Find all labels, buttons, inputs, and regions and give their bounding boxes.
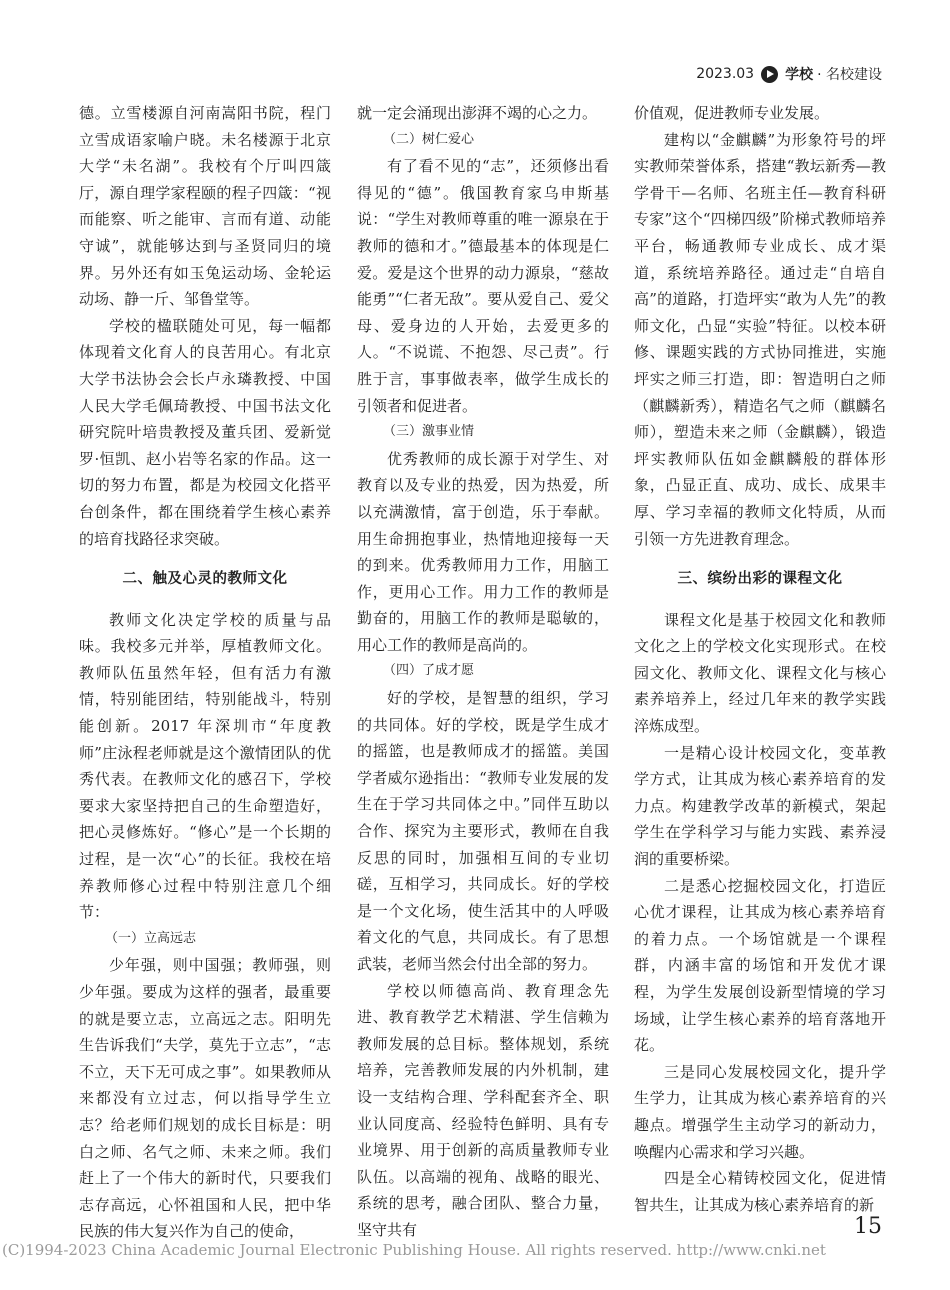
- page-number: 15: [854, 1214, 882, 1239]
- paragraph: 好的学校，是智慧的组织，学习的共同体。好的学校，既是学生成才的摇篮，也是教师成才的摇篮。美国学者威尔逊指出：“教师专业发展的发生在于学习共同体之中。”同伴互助以合作、探究为主要形式，教师在自我反思的同时，加强相互间的专业切磋，互相学习，共同成长。好的学校是一个文化场，使生活其中的人呼吸着文化的气息，共同成长。有了思想武装，老师当然会付出全部的努力。: [357, 689, 609, 973]
- text-column-1: [79, 100, 331, 1245]
- subsection-heading: （一）立高远志: [105, 930, 197, 946]
- subsection-heading: （二）树仁爱心: [383, 131, 475, 147]
- paragraph: 一是精心设计校园文化，变革教学方式，让其成为核心素养培育的发力点。构建教学改革的新模式，架起学生在学科学习与能力实践、素养浸润的重要桥梁。: [634, 743, 886, 869]
- paragraph: 四是全心精铸校园文化，促进情智共生，让其成为核心素养培育的新: [634, 1169, 886, 1214]
- section-heading: 二、触及心灵的教师文化: [122, 571, 288, 588]
- copyright-footer: (C)1994-2023 China Academic Journal Electronic Publishing House. All rights reserved. http://www.cnki.net: [2, 1241, 826, 1259]
- running-header: [696, 64, 882, 84]
- text-column-2: [357, 100, 609, 1244]
- paragraph: 价值观，促进教师专业发展。: [634, 104, 830, 122]
- paragraph: 建构以“金麒麟”为形象符号的坪实教师荣誉体系，搭建“教坛新秀—教学骨干—名师、名班主任—教育科研专家”这个“四梯四级”阶梯式教师培养平台，畅通教师专业成长、成才渠道，系统培养路径。通过走“自培自高”的道路，打造坪实“敢为人先”的教师文化，凸显“实验”特征。以校本研修、课题实践的方式协同推进，实施坪实之师三打造，即：智造明白之师（麒麟新秀），精造名气之师（麒麟名师），塑造未来之师（金麒麟），锻造坪实教师队伍如金麒麟般的群体形象，凸显正直、成功、成长、成果丰厚、学习幸福的教师文化特质，从而引领一方先进教育理念。: [634, 130, 886, 548]
- paragraph: 教师文化决定学校的质量与品味。我校多元并举，厚植教师文化。教师队伍虽然年轻，但有活力有激情，特别能团结，特别能战斗，特别能创新。2017 年深圳市“年度教师”庄泳程老师就是这个激情团队的优秀代表。在教师文化的感召下，学校要求大家坚持把自己的生命塑造好，把心灵修炼好。“修心”是一个长期的过程，是一次“心”的长征。我校在培养教师修心过程中特别注意几个细节：: [79, 610, 331, 922]
- paragraph: 德。立雪楼源自河南嵩阳书院，程门立雪成语家喻户晓。未名楼源于北京大学“未名湖”。我校有个厅叫四箴厅，源自理学家程颐的程子四箴：“视而能察、听之能审、言而有道、动能守诚”，就能够达到与圣贤同归的境界。另外还有如玉兔运动场、金轮运动场、静一斤、邹鲁堂等。: [79, 104, 331, 309]
- text-column-3: [634, 100, 886, 1218]
- paragraph: 少年强，则中国强；教师强，则少年强。要成为这样的强者，最重要的就是要立志，立高远之志。阳明先生告诉我们“夫学，莫先于立志”，“志不立，天下无可成之事”。如果教师从来都没有立过志，何以指导学生立志？给老师们规划的成长目标是：明白之师、名气之师、未来之师。我们赶上了一个伟大的新时代，只要我们志存高远，心怀祖国和人民，把中华民族的伟大复兴作为自己的使命，: [79, 956, 331, 1241]
- subsection-heading: （三）激事业情: [383, 424, 475, 440]
- paragraph: 优秀教师的成长源于对学生、对教育以及专业的热爱，因为热爱，所以充满激情，富于创造，乐于奉献。用生命拥抱事业，热情地迎接每一天的到来。优秀教师用力工作，用脑工作，更用心工作。用力工作的教师是勤奋的，用脑工作的教师是聪敏的，用心工作的教师是高尚的。: [357, 449, 609, 654]
- paragraph: 学校的楹联随处可见，每一幅都体现着文化育人的良苦用心。有北京大学书法协会会长卢永璘教授、中国人民大学毛佩琦教授、中国书法文化研究院叶培贵教授及董兵团、爱新觉罗·恒凯、赵小岩等名家的作品。这一切的努力布置，都是为校园文化搭平台创条件，都在围绕着学生核心素养的培育找路径求突破。: [79, 316, 331, 548]
- paragraph: 课程文化是基于校园文化和教师文化之上的学校文化实现形式。在校园文化、教师文化、课程文化与核心素养培养上，经过几年来的教学实践淬炼成型。: [634, 610, 886, 736]
- section-heading: 三、缤纷出彩的课程文化: [677, 571, 843, 588]
- paragraph: 有了看不见的“志”，还须修出看得见的“德”。俄国教育家乌申斯基说：“学生对教师尊重的唯一源泉在于教师的德和才。”德最基本的体现是仁爱。爱是这个世界的动力源泉，“慈故能勇”“仁者无敌”。要从爱自己、爱父母、爱身边的人开始，去爱更多的人。“不说谎、不抱怨、尽己责”。行胜于言，事事做表率，做学生成长的引领者和促进者。: [357, 157, 609, 415]
- issue-date: 2023.03: [696, 66, 755, 82]
- paragraph: 就一定会涌现出澎湃不竭的心之力。: [357, 104, 598, 122]
- section-name: · 名校建设: [817, 67, 882, 83]
- subsection-heading: （四）了成才愿: [383, 663, 475, 679]
- paragraph: 二是悉心挖掘校园文化，打造匠心优才课程，让其成为核心素养培育的着力点。一个场馆就是一个课程群，内涵丰富的场馆和开发优才课程，为学生发展创设新型情境的学习场域，让学生核心素养的培育落地开花。: [634, 876, 886, 1055]
- paragraph: 三是同心发展校园文化，提升学生学力，让其成为核心素养培育的兴趣点。增强学生主动学习的新动力，唤醒内心需求和学习兴趣。: [634, 1062, 886, 1161]
- play-arrow-icon: [761, 66, 778, 83]
- paragraph: 学校以师德高尚、教育理念先进、教育教学艺术精湛、学生信赖为教师发展的总目标。整体规划，系统培养，完善教师发展的内外机制，建设一支结构合理、学科配套齐全、职业认同度高、经验特色鲜明、具有专业境界、用于创新的高质量教师专业队伍。以高端的视角、战略的眼光、系统的思考，融合团队、整合力量，坚守共有: [357, 981, 609, 1239]
- column-name: 学校: [785, 67, 814, 83]
